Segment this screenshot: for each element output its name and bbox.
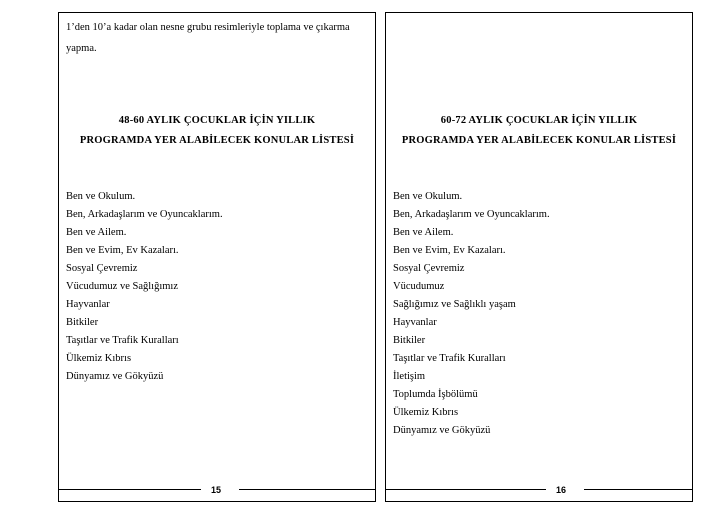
page-footer — [59, 482, 375, 498]
topic-item: Ben ve Ailem. — [66, 227, 127, 238]
topic-item: Sosyal Çevremiz — [66, 263, 138, 274]
intro-text — [66, 17, 366, 59]
left-page — [58, 12, 376, 502]
topic-item: Ben ve Okulum. — [393, 191, 463, 202]
page-number: 16 — [556, 485, 567, 495]
topic-item: Hayvanlar — [66, 299, 110, 310]
topic-item: Sosyal Çevremiz — [393, 263, 465, 274]
topic-item: Bitkiler — [393, 335, 426, 346]
topic-item: Ben ve Okulum. — [66, 191, 136, 202]
topic-item: Taşıtlar ve Trafik Kuralları — [66, 335, 179, 346]
intro-line-2: yapma. — [66, 43, 97, 54]
topic-list — [66, 188, 223, 386]
topic-item: Ben ve Evim, Ev Kazaları. — [66, 245, 179, 256]
topic-item: Ben, Arkadaşlarım ve Oyuncaklarım. — [66, 209, 223, 220]
topic-item: Taşıtlar ve Trafik Kuralları — [393, 353, 506, 364]
heading-line-1: 48-60 AYLIK ÇOCUKLAR İÇİN YILLIK — [118, 115, 316, 126]
topic-list — [393, 188, 550, 440]
topic-item: İletişim — [393, 371, 426, 382]
intro-line-1: 1’den 10’a kadar olan nesne grubu resimleriyle toplama ve çıkarma — [66, 22, 350, 33]
topic-item: Dünyamız ve Gökyüzü — [393, 425, 491, 436]
section-heading — [386, 111, 692, 151]
footer-rule — [386, 489, 546, 490]
topic-item: Ben ve Evim, Ev Kazaları. — [393, 245, 506, 256]
footer-rule — [239, 489, 375, 490]
topic-item: Ülkemiz Kıbrıs — [393, 407, 459, 418]
topic-item: Sağlığımız ve Sağlıklı yaşam — [393, 299, 516, 310]
topic-item: Bitkiler — [66, 317, 99, 328]
section-heading — [59, 111, 375, 151]
topic-item: Ülkemiz Kıbrıs — [66, 353, 132, 364]
topic-item: Vücudumuz — [393, 281, 445, 292]
topic-item: Toplumda İşbölümü — [393, 389, 478, 400]
heading-line-2: PROGRAMDA YER ALABİLECEK KONULAR LİSTESİ — [79, 135, 355, 146]
right-page — [385, 12, 693, 502]
footer-rule — [59, 489, 201, 490]
topic-item: Vücudumuz ve Sağlığımız — [66, 281, 178, 292]
page-footer — [386, 482, 692, 498]
footer-rule — [584, 489, 692, 490]
topic-item: Hayvanlar — [393, 317, 437, 328]
heading-line-1: 60-72 AYLIK ÇOCUKLAR İÇİN YILLIK — [440, 115, 638, 126]
heading-line-2: PROGRAMDA YER ALABİLECEK KONULAR LİSTESİ — [401, 135, 677, 146]
page-number: 15 — [211, 485, 222, 495]
topic-item: Ben ve Ailem. — [393, 227, 454, 238]
topic-item: Ben, Arkadaşlarım ve Oyuncaklarım. — [393, 209, 550, 220]
topic-item: Dünyamız ve Gökyüzü — [66, 371, 164, 382]
